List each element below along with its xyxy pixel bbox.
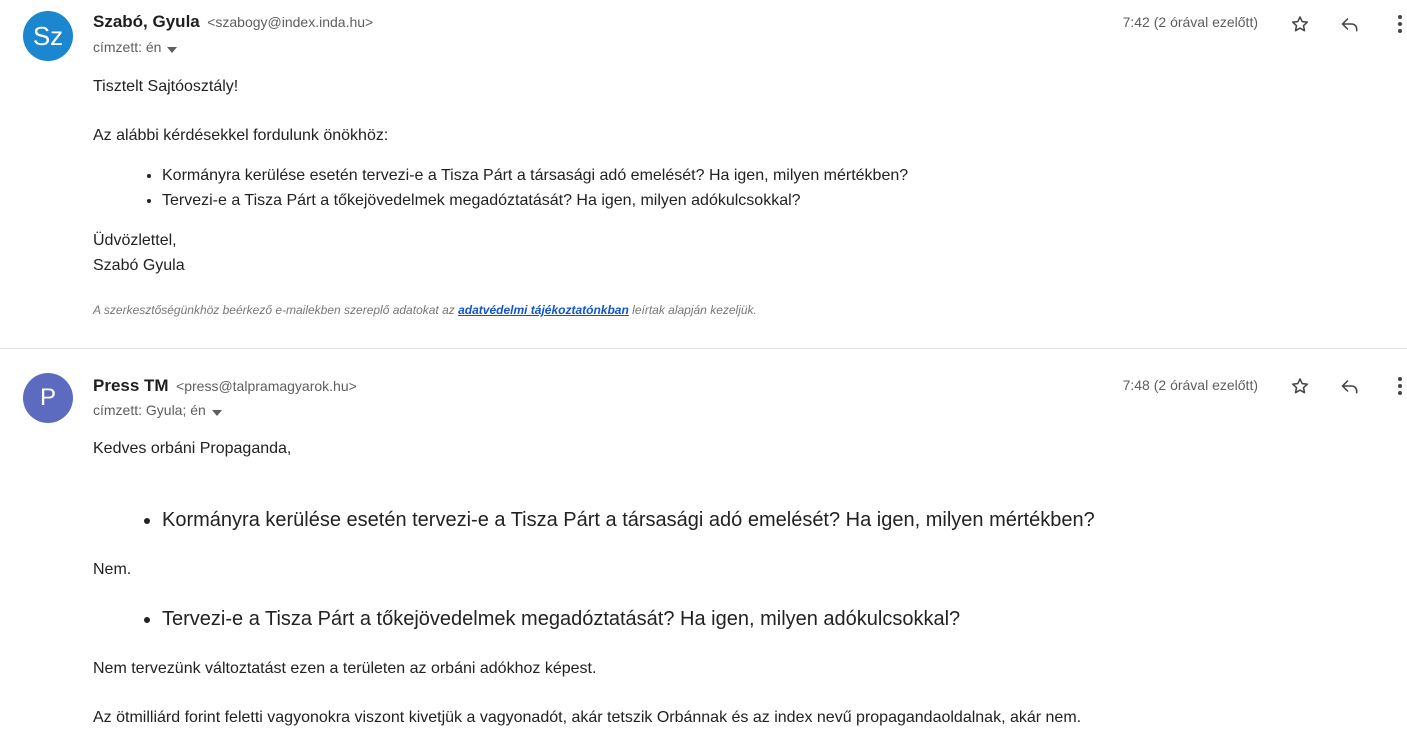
more-options-icon[interactable] <box>1385 9 1407 39</box>
avatar[interactable]: Sz <box>23 11 73 61</box>
message-time: 7:48 (2 órával ezelőtt) <box>1122 377 1258 393</box>
email-message <box>0 0 1407 349</box>
answer-text: Az ötmilliárd forint feletti vagyonokra viszont kivetjük a vagyonadót, akár tetszik Orbánnak és az index nevű propagandaoldalnak, akár nem. <box>93 709 1082 726</box>
privacy-note <box>93 303 1367 317</box>
intro-text: Az alábbi kérdésekkel fordulunk önökhöz: <box>93 127 389 144</box>
list-item: • Tervezi-e a Tisza Párt a tőkejövedelmek megadóztatását? Ha igen, milyen adókulcsokkal? <box>162 188 1367 213</box>
privacy-note-text-end: leírtak alapján kezeljük. <box>628 303 757 317</box>
reply-icon[interactable] <box>1335 371 1365 401</box>
recipient-details[interactable] <box>93 402 222 419</box>
privacy-note-text: A szerkesztőségünkhöz beérkező e-mailekben szereplő adatokat az <box>93 303 459 317</box>
recipient-label: címzett: Gyula; én <box>93 402 206 418</box>
sender <box>93 12 373 32</box>
answer-text: Nem. <box>93 561 132 578</box>
star-icon[interactable] <box>1285 371 1315 401</box>
message-body <box>93 436 1367 730</box>
message-actions <box>1277 371 1407 401</box>
question-list <box>93 506 1367 534</box>
star-icon[interactable] <box>1285 9 1315 39</box>
question-list <box>93 605 1367 633</box>
reply-icon[interactable] <box>1335 9 1365 39</box>
signature: Szabó Gyula <box>93 257 185 274</box>
closing: Üdvözlettel, <box>93 232 177 249</box>
sender-name[interactable]: Press TM <box>93 376 169 395</box>
list-item: • Kormányra kerülése esetén tervezi-e a Tisza Párt a társasági adó emelését? Ha igen, milyen mértékben? <box>162 506 1367 534</box>
list-item: • Tervezi-e a Tisza Párt a tőkejövedelmek megadóztatását? Ha igen, milyen adókulcsokkal? <box>162 605 1367 633</box>
privacy-policy-link[interactable]: adatvédelmi tájékoztatónkban <box>458 303 629 317</box>
more-options-icon[interactable] <box>1385 371 1407 401</box>
caret-down-icon[interactable] <box>212 403 222 419</box>
email-message <box>0 349 1407 744</box>
sender-email: <szabogy@index.inda.hu> <box>207 14 374 30</box>
avatar[interactable]: P <box>23 373 73 423</box>
recipient-label: címzett: én <box>93 39 162 55</box>
sender-email: <press@talpramagyarok.hu> <box>176 378 357 394</box>
greeting: Tisztelt Sajtóosztály! <box>93 78 239 95</box>
message-actions <box>1277 9 1407 39</box>
question-list <box>93 163 1367 213</box>
message-time: 7:42 (2 órával ezelőtt) <box>1122 14 1258 30</box>
list-item: • Kormányra kerülése esetén tervezi-e a Tisza Párt a társasági adó emelését? Ha igen, milyen mértékben? <box>162 163 1367 188</box>
answer-text: Nem tervezünk változtatást ezen a területen az orbáni adókhoz képest. <box>93 660 597 677</box>
message-body <box>93 74 1367 317</box>
sender <box>93 376 357 396</box>
sender-name[interactable]: Szabó, Gyula <box>93 12 200 31</box>
caret-down-icon[interactable] <box>167 40 177 56</box>
recipient-details[interactable] <box>93 39 177 56</box>
greeting: Kedves orbáni Propaganda, <box>93 440 292 457</box>
